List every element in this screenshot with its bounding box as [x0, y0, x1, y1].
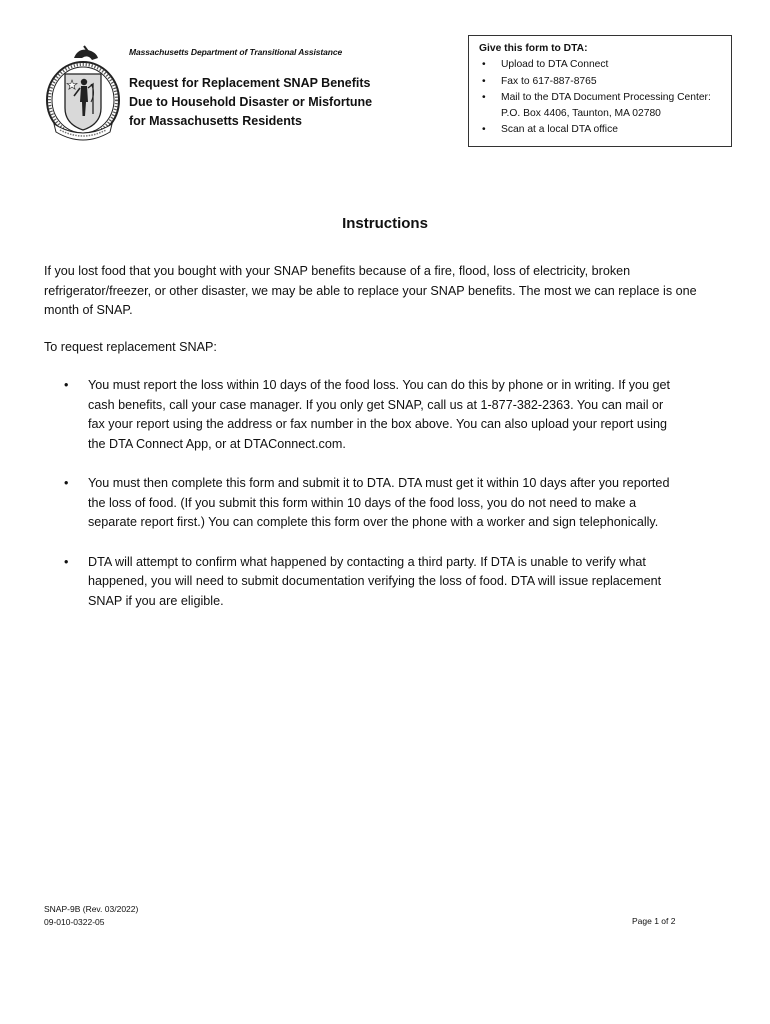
submission-method-text: Upload to DTA Connect: [501, 59, 609, 71]
list-item: [479, 57, 723, 73]
form-title-line: for Massachusetts Residents: [129, 114, 302, 128]
form-code: 09-010-0322-05: [44, 917, 105, 927]
intro-paragraph: If you lost food that you bought with your SNAP benefits because of a fire, flood, loss of electricity, broken refrigerator/freezer, or other disaster, we may be able to replace your SNAP benefits. The most we can replace is one month of SNAP.: [44, 264, 697, 317]
submission-method-text: Fax to 617-887-8765: [501, 75, 597, 87]
form-identifiers: [44, 903, 138, 929]
bullet-icon: •: [482, 124, 486, 136]
request-steps-list: [44, 376, 704, 631]
list-item: [479, 90, 723, 123]
form-title-line: Due to Household Disaster or Misfortune: [129, 95, 373, 109]
submission-method-text: Scan at a local DTA office: [501, 124, 618, 136]
list-item: [44, 474, 678, 533]
form-title: [129, 74, 429, 131]
list-item: [479, 122, 723, 138]
submission-methods-heading: Give this form to DTA:: [479, 43, 588, 54]
bullet-icon: •: [482, 75, 486, 87]
bullet-icon: •: [64, 378, 69, 392]
department-name: Massachusetts Department of Transitional Assistance: [129, 47, 343, 57]
submission-methods-box: [468, 35, 732, 147]
form-title-line: Request for Replacement SNAP Benefits: [129, 76, 371, 90]
request-step-text: You must report the loss within 10 days of the food loss. You can do this by phone or in writing. If you get cash benefits, call your case manager. If you only get SNAP, call us at 1-877-382-2363. You can mail or fax your report using the address or fax number in the box above. You can also upload your report using the DTA Connect App, or at DTAConnect.com.: [88, 378, 670, 451]
page-number: Page 1 of 2: [632, 916, 676, 926]
bullet-icon: •: [64, 554, 69, 569]
bullet-icon: •: [64, 476, 69, 490]
instructions-heading: Instructions: [342, 215, 428, 232]
bullet-icon: •: [482, 59, 486, 71]
list-item: [479, 74, 723, 90]
request-step-text: DTA will attempt to confirm what happened by contacting a third party. If DTA is unable to verify what happened, you will need to submit documentation verifying the loss of food. DTA will issue replacement SNAP if you are eligible.: [88, 554, 662, 608]
list-item: [44, 376, 678, 454]
submission-method-text: Mail to the DTA Document Processing Center: P.O. Box 4406, Taunton, MA 02780: [501, 91, 711, 120]
list-item: [44, 553, 678, 612]
form-number: SNAP-9B (Rev. 03/2022): [44, 904, 139, 914]
request-step-text: You must then complete this form and submit it to DTA. DTA must get it within 10 days after you reported the loss of food. (If you submit this form within 10 days of the food loss, you do not need to make a separate report first.) You can complete this form over the phone with a worker and sign telephonically.: [88, 476, 670, 529]
submission-methods-list: [479, 57, 723, 138]
state-seal-icon: [44, 44, 122, 142]
request-lead-in: To request replacement SNAP:: [44, 340, 217, 354]
bullet-icon: •: [482, 91, 486, 103]
